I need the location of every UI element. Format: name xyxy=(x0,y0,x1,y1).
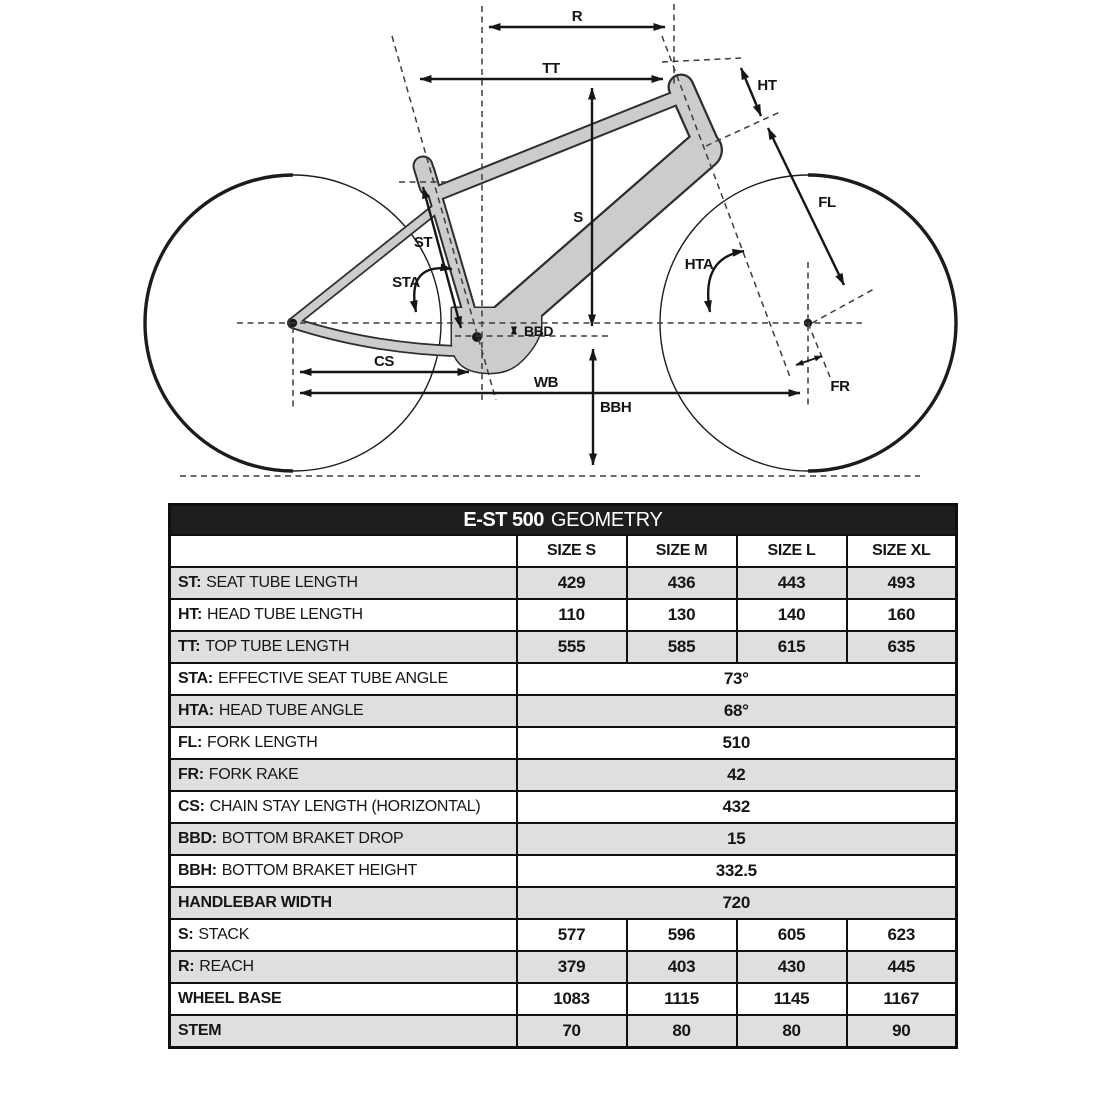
row-value: 403 xyxy=(627,951,737,983)
header-empty xyxy=(170,535,517,567)
row-label xyxy=(170,951,517,983)
table-row-fork-rake xyxy=(170,759,957,791)
row-code: STEM xyxy=(178,1022,222,1039)
table-row-fork-length xyxy=(170,727,957,759)
row-code: BBH: xyxy=(178,862,217,879)
row-value: 1145 xyxy=(737,983,847,1015)
row-name: EFFECTIVE SEAT TUBE ANGLE xyxy=(217,670,448,687)
row-value-span: 432 xyxy=(517,791,957,823)
header-size-m: SIZE M xyxy=(627,535,737,567)
row-label xyxy=(170,695,517,727)
row-value: 605 xyxy=(737,919,847,951)
row-value: 110 xyxy=(517,599,627,631)
row-name: FORK LENGTH xyxy=(206,734,318,751)
row-value: 70 xyxy=(517,1015,627,1048)
row-label xyxy=(170,599,517,631)
geometry-table-container xyxy=(168,503,955,1049)
row-name: SEAT TUBE LENGTH xyxy=(206,574,358,591)
row-value: 615 xyxy=(737,631,847,663)
label-wheel-base: WB xyxy=(533,374,559,391)
row-value: 596 xyxy=(627,919,737,951)
row-label xyxy=(170,631,517,663)
row-value: 1115 xyxy=(627,983,737,1015)
table-title-row xyxy=(170,505,957,536)
row-value: 80 xyxy=(737,1015,847,1048)
row-code: CS: xyxy=(178,798,205,815)
row-value: 160 xyxy=(847,599,957,631)
geometry-table xyxy=(168,503,958,1049)
row-value: 443 xyxy=(737,567,847,599)
row-value-span: 15 xyxy=(517,823,957,855)
row-name: BOTTOM BRAKET HEIGHT xyxy=(221,862,418,879)
row-value: 430 xyxy=(737,951,847,983)
label-bottom-bracket-drop: BBD xyxy=(524,323,554,339)
row-value: 555 xyxy=(517,631,627,663)
row-name: FORK RAKE xyxy=(208,766,299,783)
row-value: 445 xyxy=(847,951,957,983)
table-title xyxy=(170,505,957,536)
table-row-stem xyxy=(170,1015,957,1048)
row-value: 577 xyxy=(517,919,627,951)
row-code: HANDLEBAR WIDTH xyxy=(178,894,332,911)
row-name: HEAD TUBE LENGTH xyxy=(206,606,363,623)
row-name: HEAD TUBE ANGLE xyxy=(218,702,364,719)
table-row-reach xyxy=(170,951,957,983)
label-seat-tube-angle: STA xyxy=(392,274,420,291)
label-fork-length: FL xyxy=(818,194,836,211)
row-label xyxy=(170,663,517,695)
table-row-chain-stay-length xyxy=(170,791,957,823)
row-label xyxy=(170,983,517,1015)
row-value: 140 xyxy=(737,599,847,631)
row-code: STA: xyxy=(178,670,213,687)
row-code: BBD: xyxy=(178,830,217,847)
row-label xyxy=(170,1015,517,1048)
table-row-seat-tube-length xyxy=(170,567,957,599)
row-value: 429 xyxy=(517,567,627,599)
label-chain-stay: CS xyxy=(373,353,395,370)
row-code: S: xyxy=(178,926,194,943)
row-value: 80 xyxy=(627,1015,737,1048)
table-row-bottom-bracket-height xyxy=(170,855,957,887)
table-row-head-tube-length xyxy=(170,599,957,631)
label-head-tube-angle: HTA xyxy=(684,256,714,273)
header-size-l: SIZE L xyxy=(737,535,847,567)
row-label xyxy=(170,567,517,599)
bike-geometry-diagram xyxy=(0,0,1100,500)
row-value-span: 720 xyxy=(517,887,957,919)
table-header-row xyxy=(170,535,957,567)
row-code: R: xyxy=(178,958,195,975)
row-code: FR: xyxy=(178,766,204,783)
row-code: ST: xyxy=(178,574,202,591)
row-value-span: 42 xyxy=(517,759,957,791)
row-label xyxy=(170,759,517,791)
row-value: 1083 xyxy=(517,983,627,1015)
label-head-tube: HT xyxy=(757,77,777,94)
label-reach: R xyxy=(571,8,583,25)
row-code: HT: xyxy=(178,606,202,623)
row-code: FL: xyxy=(178,734,202,751)
row-value: 130 xyxy=(627,599,737,631)
header-size-xl: SIZE XL xyxy=(847,535,957,567)
row-label xyxy=(170,855,517,887)
label-bottom-bracket-height: BBH xyxy=(600,399,632,416)
row-code: WHEEL BASE xyxy=(178,990,282,1007)
label-top-tube: TT xyxy=(542,60,560,77)
row-value-span: 68° xyxy=(517,695,957,727)
row-value: 585 xyxy=(627,631,737,663)
row-code: TT: xyxy=(178,638,201,655)
row-value-span: 510 xyxy=(517,727,957,759)
row-name: STACK xyxy=(198,926,250,943)
row-name: REACH xyxy=(199,958,254,975)
row-value: 1167 xyxy=(847,983,957,1015)
row-value: 90 xyxy=(847,1015,957,1048)
row-name: BOTTOM BRAKET DROP xyxy=(221,830,404,847)
row-code: HTA: xyxy=(178,702,214,719)
row-value: 623 xyxy=(847,919,957,951)
label-stack: S xyxy=(573,209,583,226)
row-label xyxy=(170,727,517,759)
table-row-bottom-bracket-drop xyxy=(170,823,957,855)
row-label xyxy=(170,791,517,823)
title-suffix: GEOMETRY xyxy=(550,508,663,531)
row-value: 379 xyxy=(517,951,627,983)
table-row-handlebar-width xyxy=(170,887,957,919)
table-row-head-tube-angle xyxy=(170,695,957,727)
row-label xyxy=(170,887,517,919)
row-value: 436 xyxy=(627,567,737,599)
row-value-span: 73° xyxy=(517,663,957,695)
table-row-wheel-base xyxy=(170,983,957,1015)
row-name: TOP TUBE LENGTH xyxy=(205,638,350,655)
model-name: E-ST 500 xyxy=(463,508,544,531)
table-row-top-tube-length xyxy=(170,631,957,663)
row-name: CHAIN STAY LENGTH (HORIZONTAL) xyxy=(209,798,481,815)
row-value-span: 332.5 xyxy=(517,855,957,887)
label-seat-tube: ST xyxy=(413,234,433,251)
row-value: 635 xyxy=(847,631,957,663)
row-value: 493 xyxy=(847,567,957,599)
label-fork-rake: FR xyxy=(830,378,850,395)
row-label xyxy=(170,919,517,951)
table-row-seat-tube-angle xyxy=(170,663,957,695)
row-label xyxy=(170,823,517,855)
header-size-s: SIZE S xyxy=(517,535,627,567)
table-row-stack xyxy=(170,919,957,951)
